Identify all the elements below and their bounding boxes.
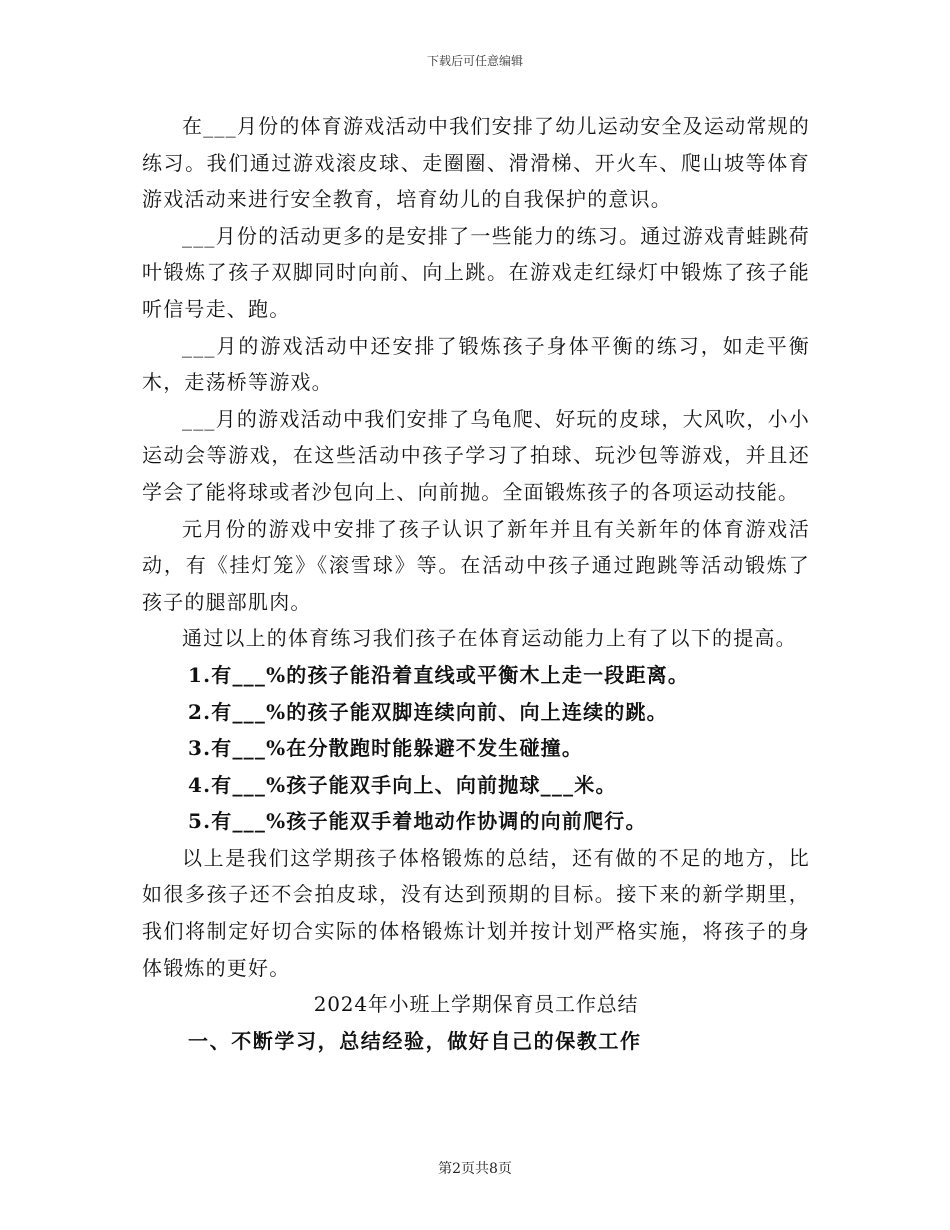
page-footer: 第2页共8页 — [438, 1161, 512, 1177]
list-item: 1.有___%的孩子能沿着直线或平衡木上走一段距离。 — [188, 662, 690, 687]
list-item: 2.有___%的孩子能双脚连续向前、向上连续的跳。 — [188, 699, 668, 724]
section-heading: 一、不断学习，总结经验，做好自己的保教工作 — [188, 1028, 642, 1053]
paragraph: ___月份的活动更多的是安排了一些能力的练习。通过游戏青蛙跳荷叶锻炼了孩子双脚同时向前、向上跳。在游戏走红绿灯中锻炼了孩子能听信号走、跑。 — [142, 223, 810, 321]
document-body — [142, 108, 810, 1059]
paragraph: 元月份的游戏中安排了孩子认识了新年并且有关新年的体育游戏活动，有《挂灯笼》《滚雪球》等。在活动中孩子通过跑跳等活动锻炼了孩子的腿部肌肉。 — [142, 516, 810, 614]
paragraph: 通过以上的体育练习我们孩子在体育运动能力上有了以下的提高。 — [182, 626, 797, 651]
closing-paragraph: 以上是我们这学期孩子体格锻炼的总结，还有做的不足的地方，比如很多孩子还不会拍皮球，没有达到预期的目标。接下来的新学期里，我们将制定好切合实际的体格锻炼计划并按计划严格实施，将孩子的身体锻炼的更好。 — [142, 845, 810, 980]
section-title: 2024年小班上学期保育员工作总结 — [313, 992, 639, 1017]
paragraph: ___月的游戏活动中我们安排了乌龟爬、好玩的皮球，大风吹，小小运动会等游戏，在这些活动中孩子学习了拍球、玩沙包等游戏，并且还学会了能将球或者沙包向上、向前抛。全面锻炼孩子的各项运动技能。 — [142, 406, 810, 504]
paragraph: ___月的游戏活动中还安排了锻炼孩子身体平衡的练习，如走平衡木，走荡桥等游戏。 — [142, 333, 810, 395]
list-item: 5.有___%孩子能双手着地动作协调的向前爬行。 — [188, 809, 647, 834]
paragraph: 在___月份的体育游戏活动中我们安排了幼儿运动安全及运动常规的练习。我们通过游戏滚皮球、走圈圈、滑滑梯、开火车、爬山坡等体育游戏活动来进行安全教育，培育幼儿的自我保护的意识。 — [142, 114, 810, 212]
page-header: 下载后可任意编辑 — [426, 54, 523, 68]
list-item: 4.有___%孩子能双手向上、向前抛球___米。 — [188, 772, 617, 797]
list-item: 3.有___%在分散跑时能躲避不发生碰撞。 — [188, 736, 584, 761]
